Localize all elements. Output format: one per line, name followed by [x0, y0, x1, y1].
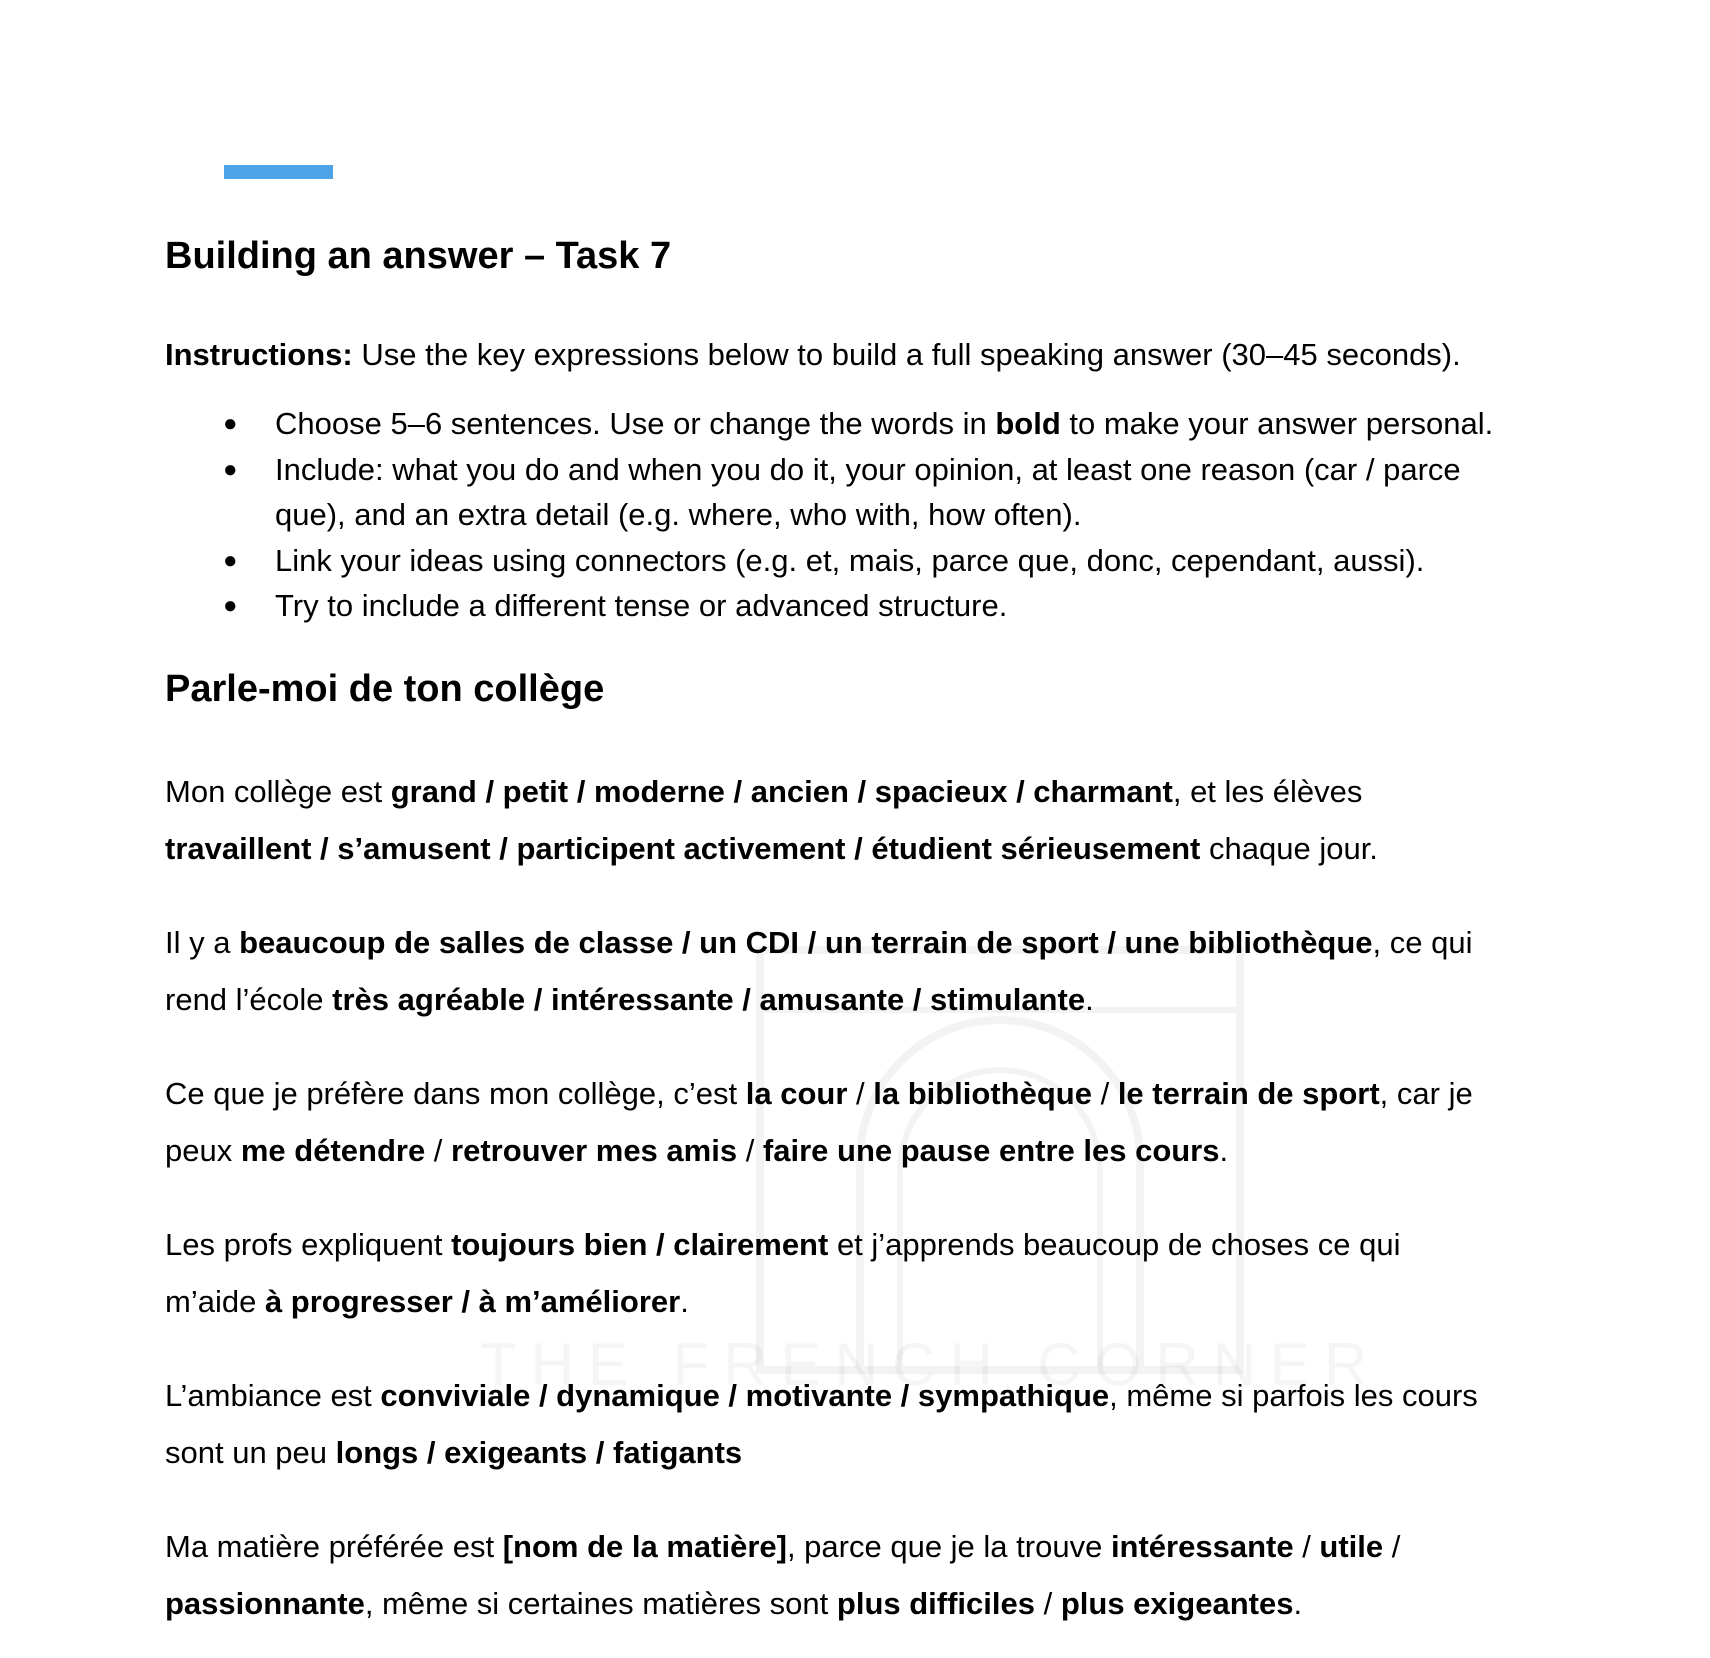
bullet-text: Include: what you do and when you do it, your opinion, at least one reason (car / parce: [275, 451, 1461, 487]
text-line: [165, 1575, 1605, 1632]
bullet-text: Choose 5–6 sentences. Use or change the words in: [275, 406, 996, 441]
paragraph-2: [165, 914, 1605, 1028]
text-span: , car je: [1379, 1076, 1473, 1111]
text-line: [165, 1518, 1605, 1575]
text-span: Ce que je préfère dans mon collège, c’est: [165, 1076, 746, 1111]
bullet-text: to make your answer personal.: [1060, 406, 1494, 441]
bullet-text: que), and an extra detail (e.g. where, who with, how often).: [275, 497, 1082, 532]
key-expression: me détendre: [240, 1133, 426, 1168]
paragraph-6: [165, 1518, 1605, 1632]
key-expression: beaucoup de salles de classe / un CDI / un terrain de sport / une bibliothèque: [239, 925, 1373, 960]
key-expression: le terrain de sport: [1117, 1076, 1380, 1111]
text-line: [165, 1424, 1605, 1481]
text-span: .: [1293, 1586, 1303, 1621]
text-span: rend l’école: [165, 982, 333, 1017]
key-expression: la bibliothèque: [873, 1076, 1092, 1111]
bullet-icon: ●: [223, 592, 238, 619]
text-line: [165, 1122, 1605, 1179]
text-line: [165, 820, 1605, 877]
key-expression: intéressante: [1110, 1529, 1294, 1564]
section-title: Parle-moi de ton collège: [165, 668, 605, 710]
text-line: [165, 914, 1605, 971]
list-item: [165, 401, 1615, 447]
paragraph-4: [165, 1216, 1605, 1330]
instructions-label: Instructions:: [165, 337, 353, 372]
text-span: , même si parfois les cours: [1109, 1378, 1478, 1413]
text-span: , et les élèves: [1172, 774, 1363, 809]
bullet-text: Try to include a different tense or advanced structure.: [275, 588, 1008, 623]
text-line: [165, 1216, 1605, 1273]
key-expression: plus exigeantes: [1060, 1586, 1294, 1621]
text-line: [165, 971, 1605, 1028]
bullet-bold-text: bold: [995, 406, 1061, 441]
text-span: .: [1219, 1133, 1229, 1168]
text-line: [165, 1065, 1605, 1122]
text-span: chaque jour.: [1200, 831, 1378, 866]
key-expression: conviviale / dynamique / motivante / sympathique: [380, 1378, 1110, 1413]
list-item: [165, 447, 1615, 538]
list-item: [165, 583, 1615, 629]
text-span: Ma matière préférée est: [165, 1529, 503, 1564]
bullet-icon: ●: [223, 546, 238, 574]
text-span: .: [680, 1284, 689, 1319]
bullet-text: Link your ideas using connectors (e.g. et, mais, parce que, donc, cependant, aussi).: [275, 542, 1425, 578]
key-expression: longs / exigeants / fatigants: [335, 1435, 743, 1470]
text-span: sont un peu: [165, 1435, 336, 1470]
accent-bar: [224, 165, 333, 179]
text-span: /: [847, 1076, 874, 1111]
text-span: .: [1085, 982, 1094, 1017]
paragraph-3: [165, 1065, 1605, 1179]
key-expression: utile: [1319, 1529, 1384, 1564]
list-item: [165, 538, 1615, 584]
instruction-list: [165, 401, 1615, 629]
instructions-text: Use the key expressions below to build a full speaking answer (30–45 seconds).: [352, 337, 1461, 372]
text-span: L’ambiance est: [165, 1378, 381, 1413]
text-span: Les profs expliquent: [165, 1227, 452, 1262]
text-span: m’aide: [165, 1284, 265, 1319]
key-expression: la cour: [745, 1076, 848, 1111]
key-expression: grand / petit / moderne / ancien / spacieux / charmant: [390, 774, 1173, 809]
page-title: Building an answer – Task 7: [165, 235, 672, 277]
text-span: /: [425, 1133, 452, 1168]
text-span: /: [737, 1133, 763, 1168]
bullet-icon: ●: [223, 410, 238, 437]
paragraph-1: [165, 763, 1605, 877]
key-expression: à progresser / à m’améliorer: [264, 1284, 681, 1319]
paragraph-5: [165, 1367, 1605, 1481]
key-expression: [nom de la matière]: [502, 1529, 787, 1564]
key-expression: très agréable / intéressante / amusante / stimulante: [332, 982, 1086, 1017]
text-span: et j’apprends beaucoup de choses ce qui: [828, 1227, 1401, 1262]
instructions: [165, 333, 1461, 377]
text-span: Mon collège est: [165, 774, 391, 809]
text-span: /: [1383, 1529, 1401, 1564]
text-span: , même si certaines matières sont: [364, 1586, 837, 1621]
key-expression: toujours bien / clairement: [451, 1227, 829, 1262]
text-span: /: [1293, 1529, 1320, 1564]
key-expression: passionnante: [165, 1586, 365, 1621]
text-span: , parce que je la trouve: [786, 1529, 1111, 1564]
key-expression: retrouver mes amis: [451, 1133, 738, 1168]
text-line: [165, 1273, 1605, 1330]
text-span: peux: [165, 1133, 241, 1168]
text-line: [165, 763, 1605, 820]
key-expression: travaillent / s’amusent / participent activement / étudient sérieusement: [165, 831, 1201, 866]
text-span: Il y a: [165, 925, 240, 960]
key-expression: faire une pause entre les cours: [762, 1133, 1220, 1168]
key-expression: plus difficiles: [836, 1586, 1035, 1621]
text-span: , ce qui: [1372, 925, 1473, 960]
text-span: /: [1091, 1076, 1118, 1111]
bullet-icon: ●: [223, 455, 238, 483]
text-span: /: [1035, 1586, 1061, 1621]
text-line: [165, 1367, 1605, 1424]
